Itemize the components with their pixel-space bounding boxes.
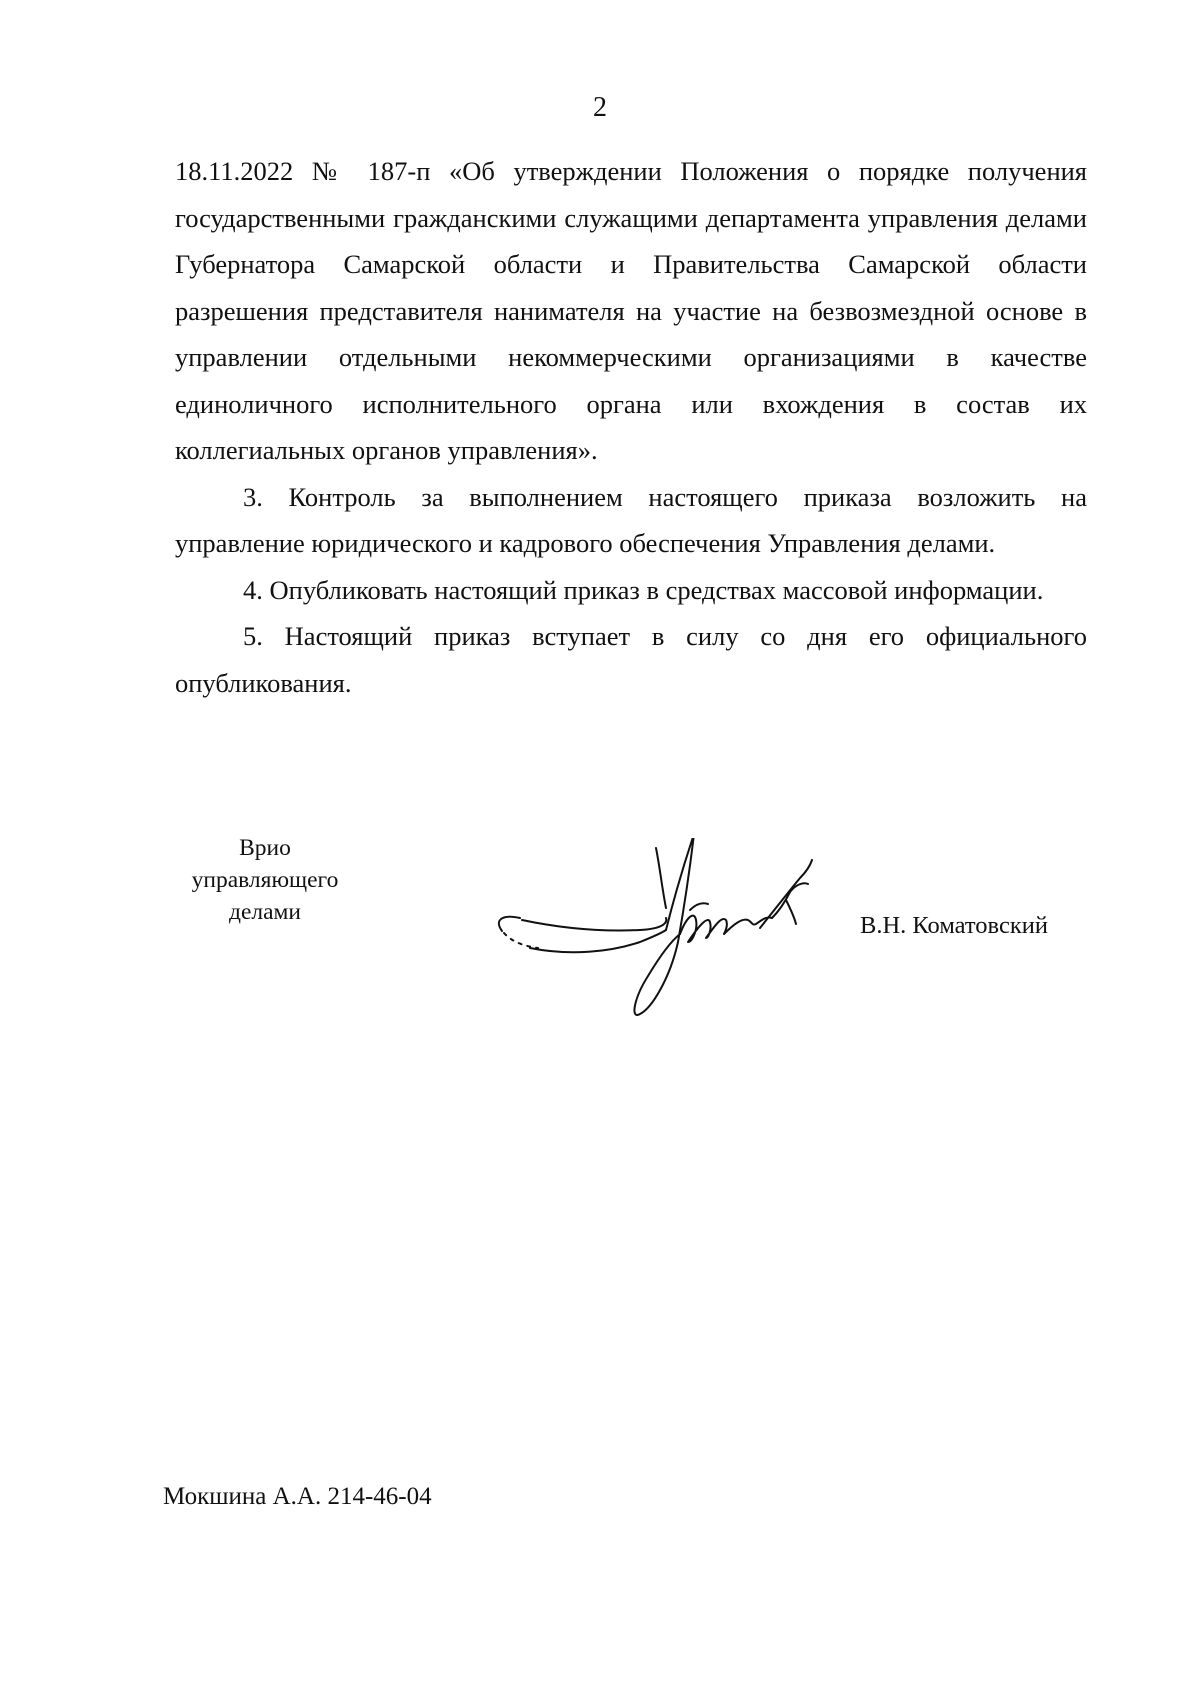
document-body: [175, 148, 1087, 706]
paragraph-5: 5. Настоящий приказ вступает в силу со дня его официального опубликования.: [175, 621, 1087, 698]
handwritten-signature: [490, 838, 850, 1028]
executor-info: Мокшина А.А. 214-46-04: [163, 1483, 432, 1510]
signer-title-line: Врио: [239, 835, 291, 861]
signer-title-line: делами: [229, 899, 301, 925]
paragraph-4: 4. Опубликовать настоящий приказ в средствах массовой информации.: [243, 574, 1044, 605]
paragraph-continuation: 18.11.2022 № 187-п «Об утверждении Положения о порядке получения государственными гражданскими служащими департамента управления делами Губернатора Самарской области и Правительства Самарской области разрешения представителя нанимателя на участие на безвозмездной основе в управлении отдельными некоммерческими организациями в качестве единоличного исполнительного органа или вхождения в состав их коллегиальных органов управления».: [175, 156, 1087, 465]
page-number: 2: [593, 92, 607, 123]
signer-title: [170, 832, 360, 928]
signer-name: В.Н. Коматовский: [860, 912, 1048, 939]
paragraph-3: 3. Контроль за выполнением настоящего приказа возложить на управление юридического и кадрового обеспечения Управления делами.: [175, 481, 1087, 558]
signer-title-line: управляющего: [191, 867, 339, 893]
